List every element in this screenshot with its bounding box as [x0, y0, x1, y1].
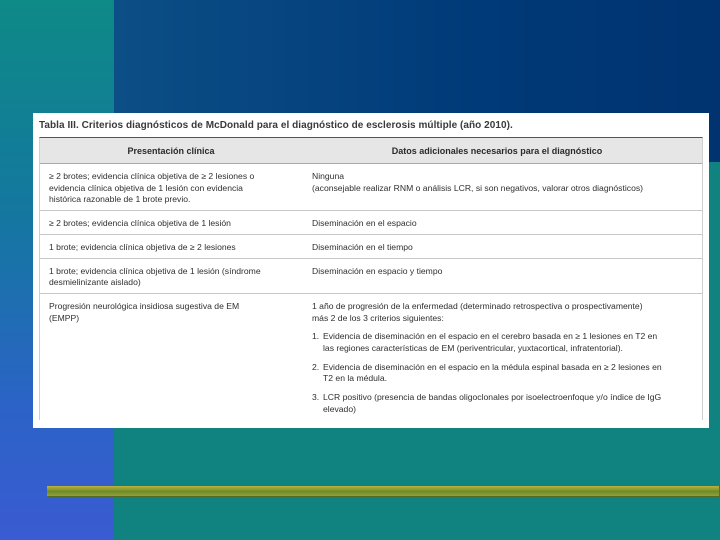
table-row [40, 259, 702, 294]
row-presentation: 1 brote; evidencia clínica objetiva de ≥ 2 lesiones [49, 241, 236, 252]
table-row [40, 211, 702, 235]
requirement-intro: 1 año de progresión de la enfermedad (determinado retrospectiva o prospectivamente) más 2 de los 3 criterios siguientes: [312, 300, 643, 323]
criterion-text: Evidencia de diseminación en el espacio en la médula espinal basada en ≥ 2 lesiones en T2 en la médula. [323, 361, 662, 384]
table-row [40, 235, 702, 259]
table-caption: Tabla III. Criterios diagnósticos de McDonald para el diagnóstico de esclerosis múltiple (año 2010). [39, 120, 513, 131]
row-presentation: ≥ 2 brotes; evidencia clínica objetiva de 1 lesión [49, 218, 231, 229]
criterion-number: 3. [312, 392, 320, 403]
criterion-item [312, 362, 692, 385]
table-card [33, 113, 709, 428]
criteria-table [39, 137, 703, 420]
table-row [40, 294, 702, 420]
criterion-text: LCR positivo (presencia de bandas oligoclonales por isoelectroenfoque y/o índice de IgG elevado) [323, 392, 662, 414]
row-requirement: Diseminación en el tiempo [312, 241, 413, 252]
criterion-text: Evidencia de diseminación en el espacio en el cerebro basada en ≥ 1 lesiones en T2 en las regiones características de EM (periventricular, yuxtacortical, infratentorial). [323, 331, 658, 354]
table-header [40, 138, 702, 164]
row-presentation: ≥ 2 brotes; evidencia clínica objetiva de ≥ 2 lesiones o evidencia clínica objetiva de 1 lesión con evidencia histórica razonable de 1 brote previo. [49, 171, 255, 205]
criterion-item [312, 331, 692, 354]
row-requirement [302, 294, 702, 420]
criterion-item [312, 392, 692, 415]
table-row [40, 164, 702, 211]
criterion-number: 2. [312, 361, 320, 372]
header-additional-data: Datos adicionales necesarios para el diagnóstico [391, 145, 603, 156]
row-presentation: Progresión neurológica insidiosa sugestiva de EM (EMPP) [49, 300, 240, 323]
row-requirement: Ninguna (aconsejable realizar RNM o análisis LCR, si son negativos, valorar otros diagnósticos) [312, 171, 644, 193]
criterion-number: 1. [312, 331, 320, 342]
row-requirement: Diseminación en el espacio [312, 218, 417, 229]
row-presentation: 1 brote; evidencia clínica objetiva de 1 lesión (síndrome desmielinizante aislado) [49, 265, 261, 288]
header-clinical-presentation: Presentación clínica [127, 145, 215, 156]
decorative-rule [47, 486, 719, 496]
row-requirement: Diseminación en espacio y tiempo [312, 265, 443, 276]
